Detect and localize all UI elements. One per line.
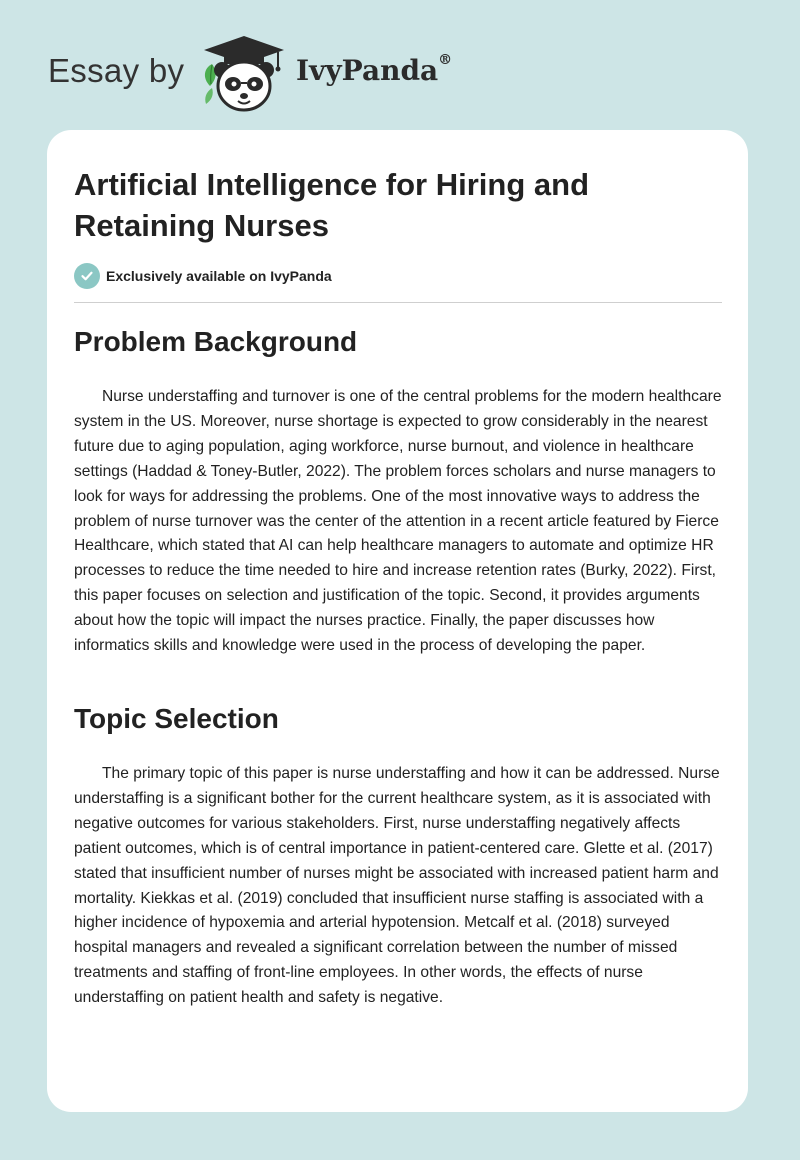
check-icon — [74, 263, 100, 289]
exclusive-badge-label: Exclusively available on IvyPanda — [106, 268, 332, 284]
brand-name[interactable] — [296, 54, 452, 87]
article-card — [47, 130, 748, 1112]
article-title: Artificial Intelligence for Hiring and Retaining Nurses — [74, 167, 590, 243]
section-heading-topic-selection: Topic Selection — [74, 703, 279, 734]
brand-text: IvyPanda — [296, 54, 439, 87]
section-paragraph-topic-selection: The primary topic of this paper is nurse understaffing and how it can be addressed. Nurse understaffing is a significant bother for the current healthcare system, as it is associated with negative outcomes for various stakeholders. First, nurse understaffing negatively affects patient outcomes, which is of central importance in patient-centered care. Glette et al. (2017) stated that insufficient number of nurses might be associated with increased patient harm and mortality. Kiekkas et al. (2019) concluded that insufficient nurse staffing is associated with a higher incidence of hypoxemia and arterial hypotension. Metcalf et al. (2018) surveyed hospital managers and revealed a significant correlation between the number of missed treatments and staffing of front-line employees. In other words, the effects of nurse understaffing on patient health and safety is negative. — [74, 765, 720, 1007]
essay-by-label: Essay by — [48, 52, 185, 89]
registered-mark: ® — [438, 52, 453, 68]
section-paragraph-problem-background: Nurse understaffing and turnover is one of the central problems for the modern healthcare system in the US. Moreover, nurse shortage is expected to grow considerably in the nearest future due to aging population, aging workforce, nurse burnout, and violence in healthcare settings (Haddad & Toney-Butler, 2022). The problem forces scholars and nurse managers to look for ways for addressing the problems. One of the most innovative ways to address the problem of nurse turnover was the center of the attention in a recent article featured by Fierce Healthcare, which stated that AI can help healthcare managers to automate and optimize HR processes to reduce the time needed to hire and increase retention rates (Burky, 2022). First, this paper focuses on selection and justification of the topic. Second, it provides arguments about how the topic will impact the nurses practice. Finally, the paper discusses how informatics skills and knowledge were used in the process of developing the paper. — [74, 388, 722, 655]
panda-logo-icon[interactable] — [198, 34, 290, 114]
exclusive-badge — [74, 262, 332, 290]
site-header — [0, 0, 800, 130]
section-heading-problem-background: Problem Background — [74, 326, 358, 357]
title-divider — [74, 302, 722, 303]
